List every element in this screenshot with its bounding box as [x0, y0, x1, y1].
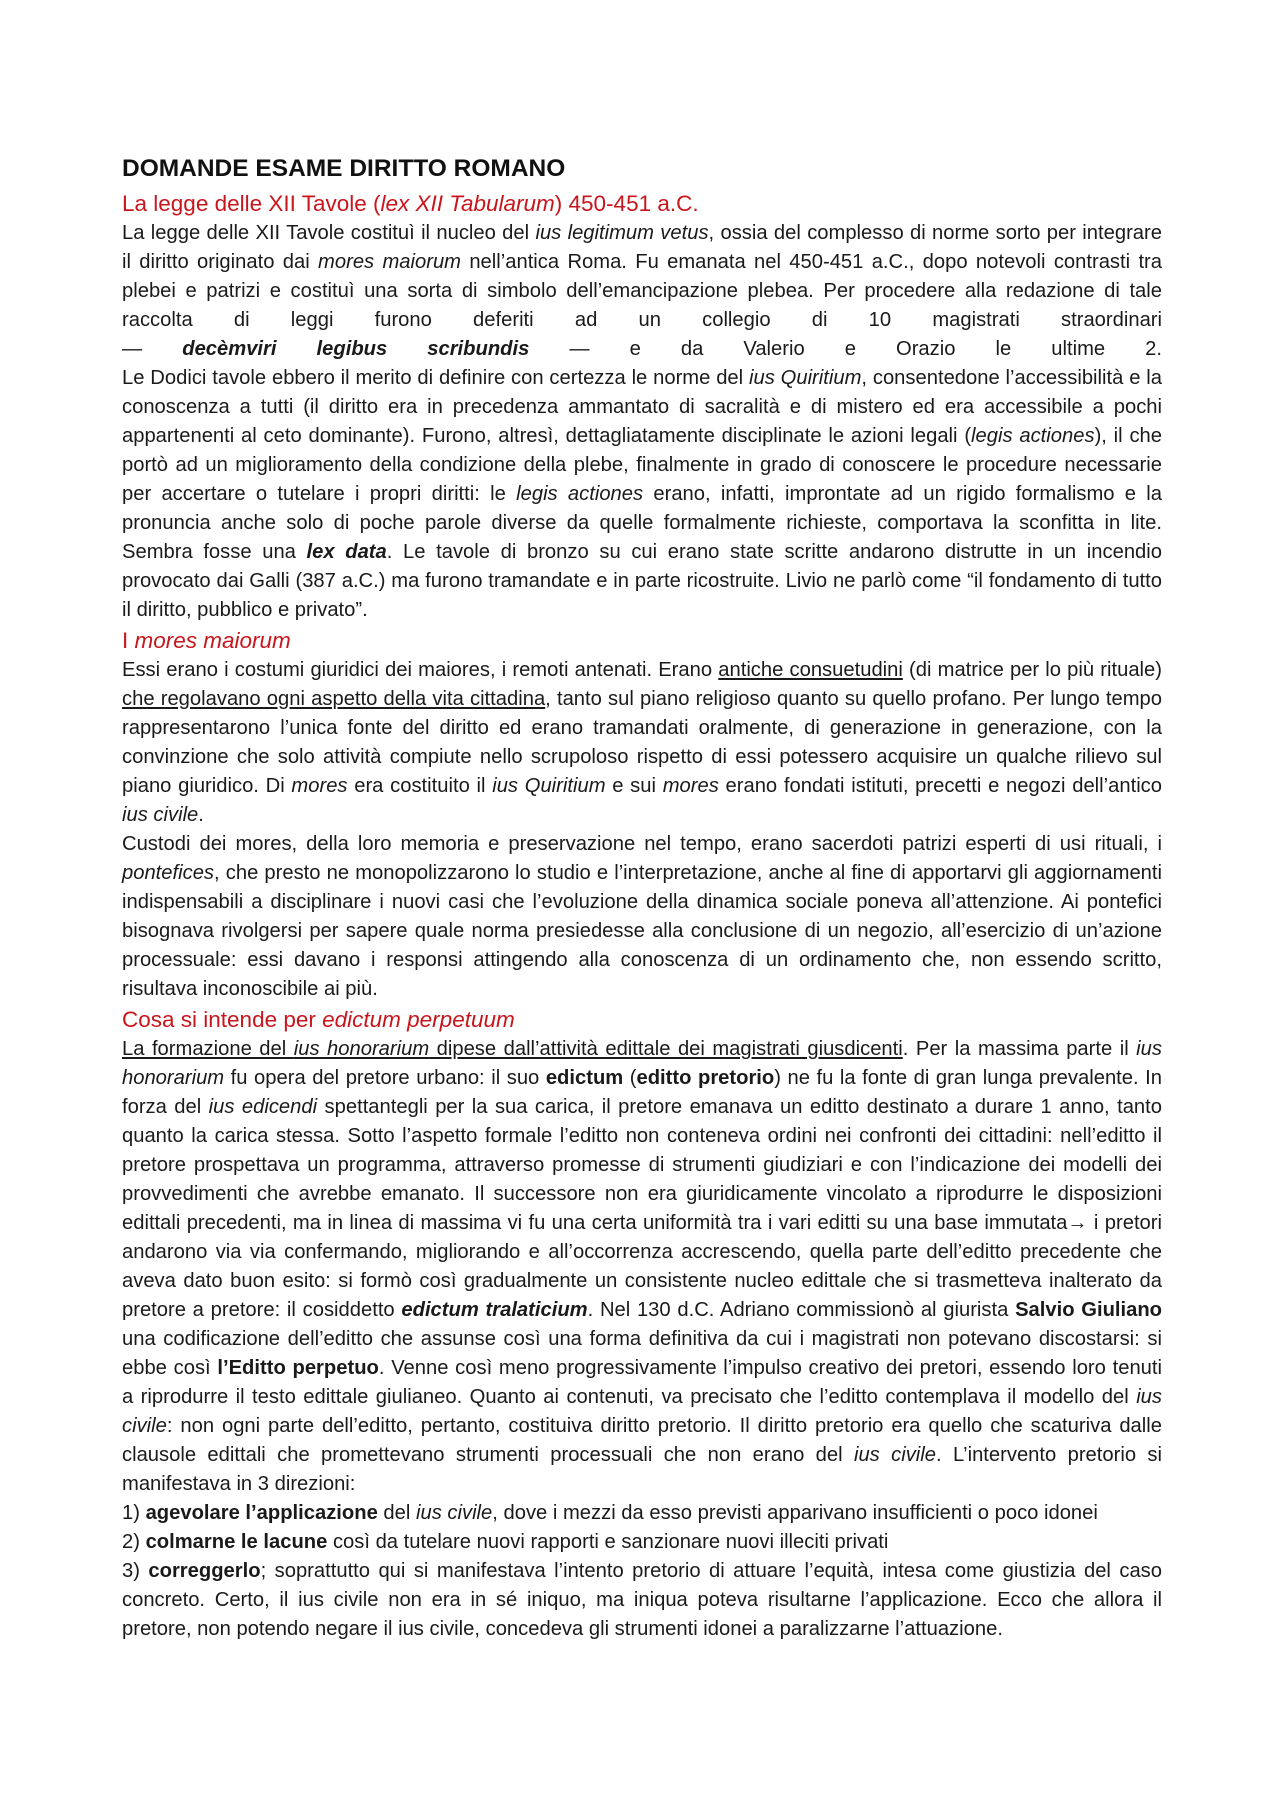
- paragraph-pontefices: Custodi dei mores, della loro memoria e preservazione nel tempo, erano sacerdoti patrizi esperti di usi rituali, i pontefices, che presto ne monopolizzarono lo studio e l’interpretazione, anche al fine di apportarvi gli aggiornamenti indispensabili a disciplinare i nuovi casi che l’evoluzione della dinamica sociale poneva all’attenzione. Ai pontefici bisognava rivolgersi per sapere quale norma presiedesse alla conclusione di un negozio, all’esercizio di un’azione processuale: essi davano i responsi attingendo alla conoscenza di un ordinamento che, non essendo scritto, risultava inconoscibile ai più.: [122, 833, 1162, 1000]
- section-heading-edictum-perpetuum: Cosa si intende per edictum perpetuum: [122, 1007, 515, 1032]
- section-heading-xii-tavole: La legge delle XII Tavole (lex XII Tabularum) 450-451 a.C.: [122, 191, 699, 216]
- paragraph-dodici-tavole: Le Dodici tavole ebbero il merito di definire con certezza le norme del ius Quiritium, consentedone l’accessibilità e la conoscenza a tutti (il diritto era in precedenza ammantato di sacralità e di mistero ed era accessibile a pochi appartenenti al ceto dominante). Furono, altresì, dettagliatamente disciplinate le azioni legali (legis actiones), il che portò ad un miglioramento della condizione della plebe, finalmente in grado di conoscere le procedure necessarie per accertare o tutelare i propri diritti: le legis actiones erano, infatti, improntate ad un rigido formalismo e la pronuncia anche solo di poche parole diverse da quelle formalmente richieste, comportava la sconfitta in lite. Sembra fosse una lex data. Le tavole di bronzo su cui erano state scritte andarono distrutte in un incendio provocato dai Galli (387 a.C.) ma furono tramandate e in parte ricostruite. Livio ne parlò come “il fondamento di tutto il diritto, pubblico e privato”.: [122, 367, 1162, 621]
- section-heading-mores-maiorum: I mores maiorum: [122, 628, 291, 653]
- arrow-right-icon: →: [1067, 1212, 1088, 1234]
- paragraph-mores-definition: Essi erano i costumi giuridici dei maiores, i remoti antenati. Erano antiche consuetudini (di matrice per lo più rituale) che regolavano ogni aspetto della vita cittadina, tanto sul piano religioso quanto su quello profano. Per lungo tempo rappresentarono l’unica fonte del diritto ed erano tramandati oralmente, di generazione in generazione, con la convinzione che solo attività compiute nello scrupoloso rispetto di essi potessero acquisire un qualche rilievo sul piano giuridico. Di mores era costituito il ius Quiritium e sui mores erano fondati istituti, precetti e negozi dell’antico ius civile.: [122, 659, 1163, 826]
- list-item: 3) correggerlo; soprattutto qui si manifestava l’intento pretorio di attuare l’equità, intesa come giustizia del caso concreto. Certo, il ius civile non era in sé iniquo, ma iniqua poteva risultarne l’applicazione. Ecco che allora il pretore, non potendo negare il ius civile, concedeva gli strumenti idonei a paralizzarne l’attuazione.: [122, 1560, 1162, 1640]
- list-item: 1) agevolare l’applicazione del ius civile, dove i mezzi da esso previsti apparivano insufficienti o poco idonei: [122, 1502, 1098, 1524]
- document-page: [122, 152, 1162, 1644]
- paragraph-ius-honorarium: La formazione del ius honorarium dipese dall’attività edittale dei magistrati giusdicenti. Per la massima parte il ius honorarium fu opera del pretore urbano: il suo edictum (editto pretorio) ne fu la fonte di gran lunga prevalente. In forza del ius edicendi spettantegli per la sua carica, il pretore emanava un editto destinato a durare 1 anno, tanto quanto la carica stessa. Sotto l’aspetto formale l’editto non conteneva ordini nei confronti dei cittadini: nell’editto il pretore prospettava un programma, attraverso promesse di strumenti giudiziari e con l’indicazione dei modelli dei provvedimenti che avrebbe emanato. Il successore non era giuridicamente vincolato a riprodurre le disposizioni edittali precedenti, ma in linea di massima vi fu una certa uniformità tra i vari editti su una base immutata→ i pretori andarono via via confermando, migliorando e all’occorrenza accrescendo, quella parte dell’editto precedente che aveva dato buon esito: si formò così gradualmente un consistente nucleo edittale che si trasmetteva inalterato da pretore a pretore: il cosiddetto edictum tralaticium. Nel 130 d.C. Adriano commissionò al giurista Salvio Giuliano una codificazione dell’editto che assunse così una forma definitiva da cui i magistrati non potevano discostarsi: si ebbe così l’Editto perpetuo. Venne così meno progressivamente l’impulso creativo dei pretori, essendo loro tenuti a riprodurre il testo edittale giulianeo. Quanto ai contenuti, va precisato che l’editto contemplava il modello del ius civile: non ogni parte dell’editto, pertanto, costituiva diritto pretorio. Il diritto pretorio era quello che scaturiva dalle clausole edittali che promettevano strumenti processuali che non erano del ius civile. L’intervento pretorio si manifestava in 3 direzioni:: [122, 1038, 1163, 1495]
- paragraph-xii-tavole-intro: La legge delle XII Tavole costituì il nucleo del ius legitimum vetus, ossia del complesso di norme sorto per integrare il diritto originato dai mores maiorum nell’antica Roma. Fu emanata nel 450-451 a.C., dopo notevoli contrasti tra plebei e patrizi e costituì una sorta di simbolo dell’emancipazione plebea. Per procedere alla redazione di tale raccolta di leggi furono deferiti ad un collegio di 10 magistrati straordinari: [122, 222, 1163, 331]
- page-title: DOMANDE ESAME DIRITTO ROMANO: [122, 155, 566, 182]
- list-item: 2) colmarne le lacune così da tutelare nuovi rapporti e sanzionare nuovi illeciti privati: [122, 1531, 889, 1553]
- paragraph-decemviri: — decèmviri legibus scribundis — e da Valerio e Orazio le ultime 2.: [122, 338, 1162, 360]
